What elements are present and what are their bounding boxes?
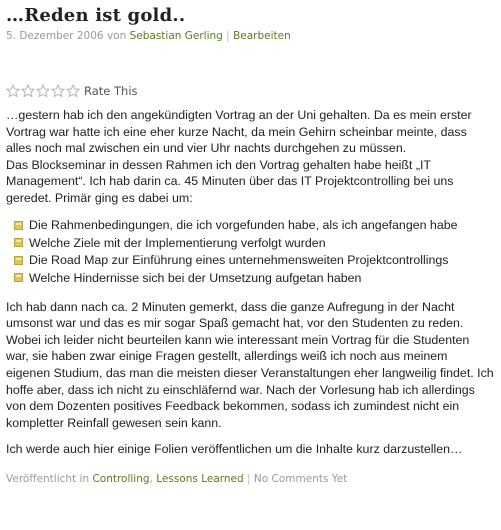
bullet-icon <box>14 256 23 265</box>
author-link[interactable]: Sebastian Gerling <box>129 30 223 42</box>
rating-widget <box>6 83 494 99</box>
paragraph <box>6 107 494 207</box>
post-footer <box>6 472 494 486</box>
paragraph-text: Das Blockseminar in dessen Rahmen ich den Vortrag gehalten habe heißt „IT Management“. Ich hab darin ca. 45 Minuten über das IT Projektcontrolling bei uns geredet. Primär ging es dabei um: <box>6 157 454 205</box>
paragraph: Ich hab dann nach ca. 2 Minuten gemerkt, dass die ganze Aufregung in der Nacht umsonst war und das es mir sogar Spaß gemacht hat, vor den Studenten zu reden. Wobei ich leider nicht beurteilen kann wie interessant mein Vortrag für die Studenten war, sie haben zwar einige Fragen gestellt, allerdings weiß ich noch aus meinem eigenen Studium, das man die meisten dieser Veranstaltungen eher langweilig findet. Ich hoffe aber, dass ich nicht zu einschläfernd war. Nach der Vorlesung hab ich allerdings von dem Dozenten positives Feedback bekommen, sodass ich zumindest nicht ein kompletter Reinfall gewesen sein kann. <box>6 299 494 430</box>
meta-separator: | <box>226 30 230 42</box>
comments-link[interactable]: No Comments Yet <box>253 472 348 485</box>
bullet-icon <box>14 238 23 247</box>
list-item-text: Welche Ziele mit der Implementierung verfolgt wurden <box>29 235 326 250</box>
list-item-text: Die Rahmenbedingungen, die ich vorgefunden habe, als ich angefangen habe <box>29 218 458 233</box>
list-item <box>14 217 494 235</box>
published-in-label: Veröffentlicht in <box>6 472 90 485</box>
list-item-text: Die Road Map zur Einführung eines unternehmensweiten Projektcontrollings <box>29 253 449 268</box>
post-title[interactable]: …Reden ist gold.. <box>6 5 186 26</box>
bullet-list <box>6 217 494 287</box>
bullet-icon <box>14 273 23 282</box>
blog-post <box>6 4 494 486</box>
category-link-lessons-learned[interactable]: Lessons Learned <box>156 472 244 485</box>
bullet-icon <box>14 221 23 230</box>
paragraph: Ich werde auch hier einige Folien veröffentlichen um die Inhalte kurz darzustellen… <box>6 442 463 457</box>
paragraph-text: …gestern hab ich den angekündigten Vortrag an der Uni gehalten. Da es mein erster Vortrag war hatte ich eine eher kurze Nacht, da mein Gehirn scheinbar meinte, dass alles noch mal zwischen ein und vier Uhr nachts durchgehen zu müssen. <box>6 108 472 156</box>
footer-separator: | <box>247 472 251 485</box>
star-icon[interactable] <box>6 84 20 98</box>
star-icon[interactable] <box>36 84 50 98</box>
edit-link[interactable]: Bearbeiten <box>233 30 291 42</box>
post-content <box>6 107 494 458</box>
list-item-text: Welche Hindernisse sich bei der Umsetzung aufgetan haben <box>29 270 362 285</box>
rating-stars <box>6 84 80 98</box>
post-date: 5. Dezember 2006 <box>6 30 104 42</box>
star-icon[interactable] <box>51 84 65 98</box>
star-icon[interactable] <box>21 84 35 98</box>
list-item <box>14 252 494 270</box>
list-item <box>14 234 494 252</box>
post-meta <box>6 29 494 43</box>
rate-this-label: Rate This <box>84 84 138 98</box>
post-by: von <box>106 30 127 42</box>
list-item <box>14 269 494 287</box>
category-comma: , <box>149 472 153 485</box>
category-link-controlling[interactable]: Controlling <box>92 472 150 485</box>
star-icon[interactable] <box>66 84 80 98</box>
